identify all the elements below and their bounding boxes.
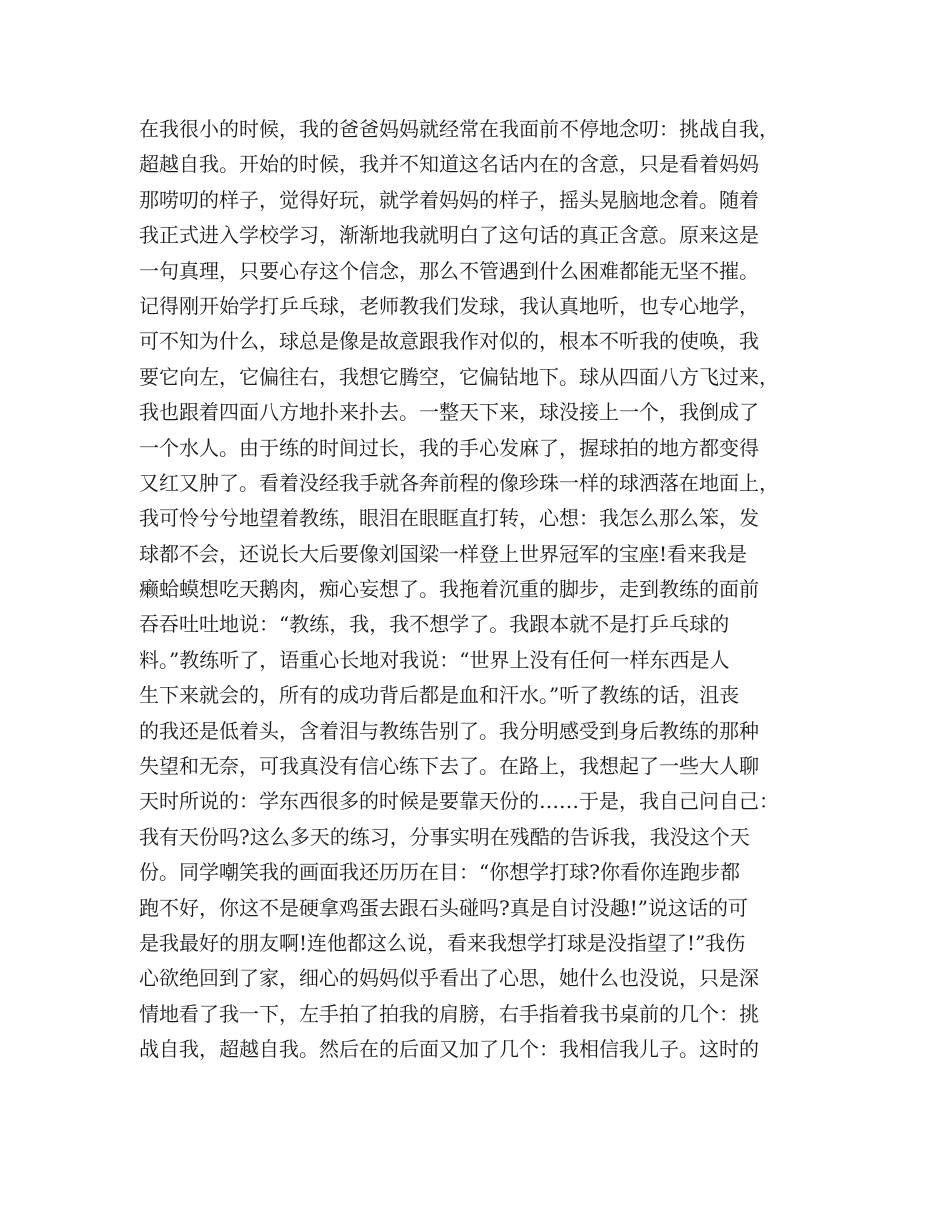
text-line: 是我最好的朋友啊!连他都这么说，看来我想学打球是没指望了!”我伤	[139, 930, 746, 955]
text-line: 战自我，超越自我。然后在的后面又加了几个：我相信我儿子。这时的	[139, 1037, 759, 1062]
text-line: 一句真理，只要心存这个信念，那么不管遇到什么困难都能无坚不摧。	[139, 258, 759, 283]
text-line: 要它向左，它偏往右，我想它腾空，它偏钻地下。球从四面八方飞过来，	[139, 364, 779, 389]
text-line: 癞蛤蟆想吃天鹅肉，痴心妄想了。我拖着沉重的脚步，走到教练的面前	[139, 577, 759, 602]
text-line: 心欲绝回到了家，细心的妈妈似乎看出了心思，她什么也没说，只是深	[139, 966, 759, 991]
text-line: 份。同学嘲笑我的画面我还历历在目：“你想学打球?你看你连跑步都	[139, 860, 740, 885]
text-line: 生下来就会的，所有的成功背后都是血和汗水。”听了教练的话，沮丧	[139, 683, 740, 708]
body-text	[139, 112, 819, 1068]
text-line: 记得刚开始学打乒乓球，老师教我们发球，我认真地听，也专心地学，	[139, 293, 759, 318]
text-line: 我也跟着四面八方地扑来扑去。一整天下来，球没接上一个，我倒成了	[139, 400, 759, 425]
text-line: 又红又肿了。看着没经我手就各奔前程的像珍珠一样的球洒落在地面上，	[139, 470, 779, 495]
text-line: 跑不好，你这不是硬拿鸡蛋去跟石头碰吗?真是自讨没趣!”说这话的可	[139, 895, 748, 920]
text-line: 我正式进入学校学习，渐渐地我就明白了这句话的真正含意。原来这是	[139, 223, 759, 248]
text-line: 情地看了我一下，左手拍了拍我的肩膀，右手指着我书桌前的几个：挑	[139, 1001, 759, 1026]
text-line: 一个水人。由于练的时间过长，我的手心发麻了，握球拍的地方都变得	[139, 435, 759, 460]
text-line: 料。”教练听了，语重心长地对我说：“世界上没有任何一样东西是人	[139, 647, 730, 672]
text-line: 球都不会，还说长大后要像刘国梁一样登上世界冠军的宝座!看来我是	[139, 541, 748, 566]
text-line: 的我还是低着头，含着泪与教练告别了。我分明感受到身后教练的那种	[139, 718, 759, 743]
text-line: 那唠叨的样子，觉得好玩，就学着妈妈的样子，摇头晃脑地念着。随着	[139, 187, 759, 212]
text-line: 我可怜兮兮地望着教练，眼泪在眼眶直打转，心想：我怎么那么笨，发	[139, 506, 759, 531]
text-line: 可不知为什么，球总是像是故意跟我作对似的，根本不听我的使唤，我	[139, 329, 759, 354]
text-line: 在我很小的时候，我的爸爸妈妈就经常在我面前不停地念叨：挑战自我，	[139, 117, 779, 141]
text-line: 吞吞吐吐地说：“教练，我，我不想学了。我跟本就不是打乒乓球的	[139, 612, 730, 637]
text-line: 失望和无奈，可我真没有信心练下去了。在路上，我想起了一些大人聊	[139, 754, 759, 779]
text-line: 天时所说的：学东西很多的时候是要靠天份的……于是，我自己问自己：	[139, 789, 779, 814]
text-line: 我有天份吗?这么多天的练习，分事实明在残酷的告诉我，我没这个天	[139, 824, 750, 849]
text-line: 超越自我。开始的时候，我并不知道这名话内在的含意，只是看着妈妈	[139, 152, 759, 177]
